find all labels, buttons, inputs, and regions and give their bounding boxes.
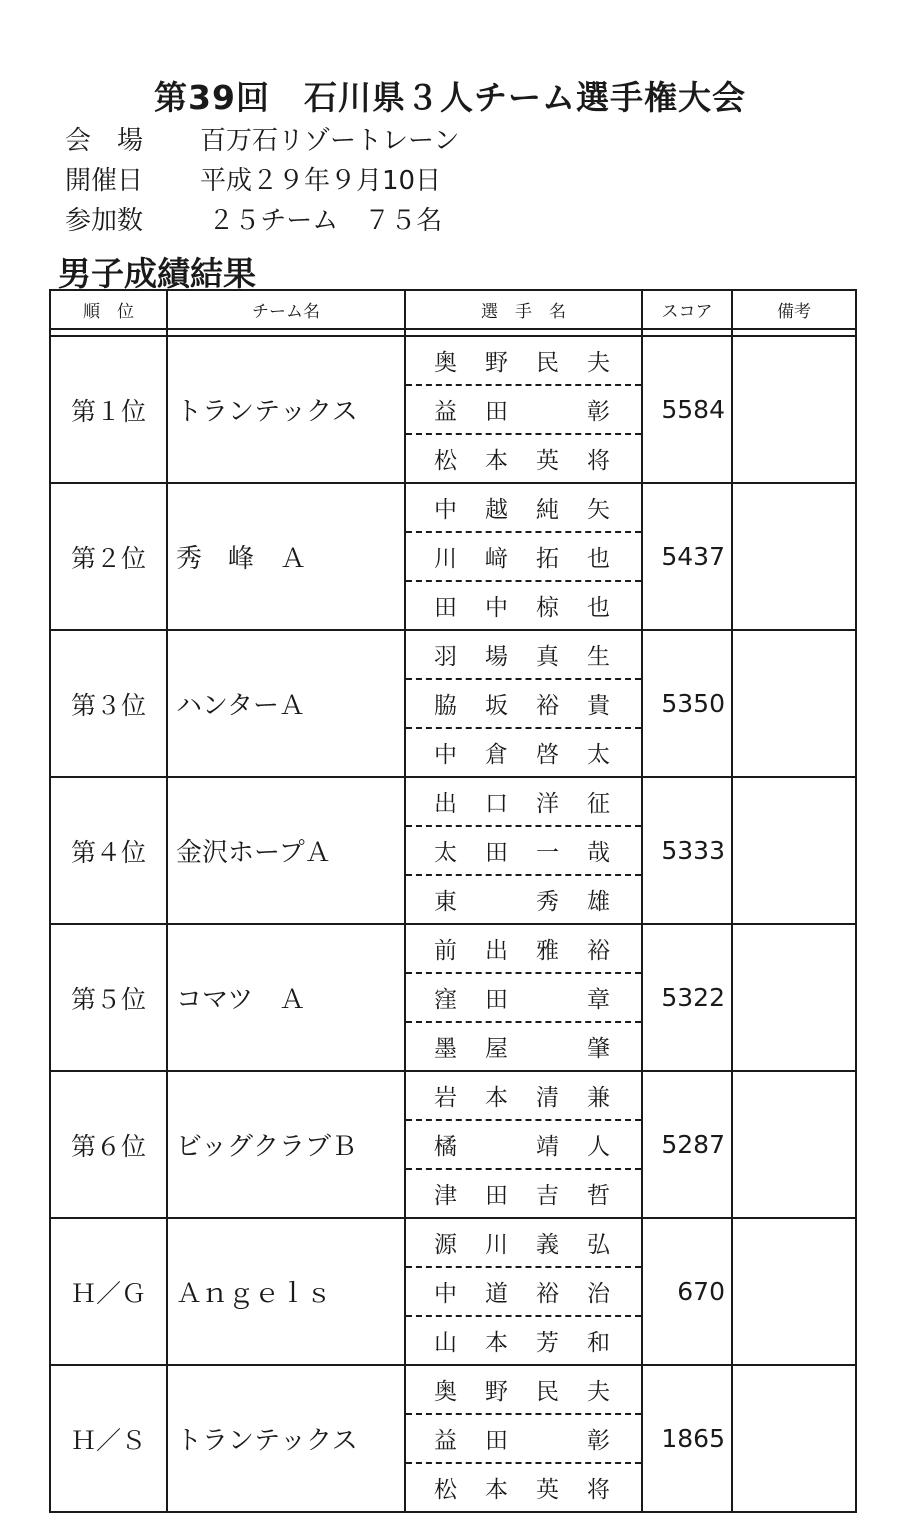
player-name: 津田吉哲 xyxy=(405,1169,642,1218)
header-players: 選 手 名 xyxy=(405,290,642,329)
score-cell: 1865 xyxy=(642,1365,732,1512)
rank-cell: 第６位 xyxy=(50,1071,167,1218)
page-title: 第39回 石川県３人チーム選手権大会 xyxy=(154,78,746,117)
rank-cell: 第１位 xyxy=(50,336,167,483)
score-cell: 5350 xyxy=(642,630,732,777)
table-row xyxy=(50,1218,856,1267)
team-cell: 金沢ホープＡ xyxy=(167,777,405,924)
notes-cell xyxy=(732,1365,856,1512)
rank-cell: Ｈ／Ｇ xyxy=(50,1218,167,1365)
notes-cell xyxy=(732,924,856,1071)
player-name: 岩本清兼 xyxy=(405,1071,642,1120)
venue-line xyxy=(65,120,459,157)
venue-value: 百万石リゾートレーン xyxy=(200,126,460,156)
section-title: 男子成績結果 xyxy=(58,254,256,293)
player-name: 中道裕治 xyxy=(405,1267,642,1316)
player-name: 東 秀雄 xyxy=(405,875,642,924)
header-rank: 順 位 xyxy=(50,290,167,329)
score-cell: 5287 xyxy=(642,1071,732,1218)
table-row xyxy=(50,924,856,973)
header-notes: 備考 xyxy=(732,290,856,329)
player-name: 松本英将 xyxy=(405,1463,642,1512)
player-name: 益田 彰 xyxy=(405,1414,642,1463)
player-name: 前出雅裕 xyxy=(405,924,642,973)
player-name: 田中椋也 xyxy=(405,581,642,630)
header-spacer xyxy=(50,329,856,336)
rank-cell: 第２位 xyxy=(50,483,167,630)
score-cell: 5333 xyxy=(642,777,732,924)
participants-value: ２５チーム ７５名 xyxy=(200,206,443,236)
header-row xyxy=(50,290,856,329)
date-label: 開催日 xyxy=(65,166,144,196)
team-cell: 秀 峰 Ａ xyxy=(167,483,405,630)
rank-cell: 第４位 xyxy=(50,777,167,924)
player-name: 出口洋征 xyxy=(405,777,642,826)
spacer-cell xyxy=(405,329,642,336)
spacer-cell xyxy=(167,329,405,336)
notes-cell xyxy=(732,1071,856,1218)
date-line xyxy=(65,160,441,197)
venue-label: 会 場 xyxy=(65,126,144,156)
table-row xyxy=(50,630,856,679)
date-value: 平成２９年９月10日 xyxy=(200,166,442,196)
table-row xyxy=(50,483,856,532)
notes-cell xyxy=(732,630,856,777)
player-name: 奥野民夫 xyxy=(405,336,642,385)
notes-cell xyxy=(732,483,856,630)
spacer-cell xyxy=(642,329,732,336)
header-score: スコア xyxy=(642,290,732,329)
team-cell: コマツ Ａ xyxy=(167,924,405,1071)
score-cell: 5437 xyxy=(642,483,732,630)
notes-cell xyxy=(732,777,856,924)
participants-line xyxy=(65,200,442,237)
rank-cell: 第５位 xyxy=(50,924,167,1071)
header-team: チーム名 xyxy=(167,290,405,329)
score-cell: 670 xyxy=(642,1218,732,1365)
player-name: 源川義弘 xyxy=(405,1218,642,1267)
spacer-cell xyxy=(732,329,856,336)
player-name: 脇坂裕貴 xyxy=(405,679,642,728)
rank-cell: 第３位 xyxy=(50,630,167,777)
player-name: 羽場真生 xyxy=(405,630,642,679)
team-cell: ビッグクラブＢ xyxy=(167,1071,405,1218)
notes-cell xyxy=(732,336,856,483)
table-row xyxy=(50,777,856,826)
participants-label: 参加数 xyxy=(65,206,144,236)
player-name: 奥野民夫 xyxy=(405,1365,642,1414)
table-row xyxy=(50,336,856,385)
spacer-cell xyxy=(50,329,167,336)
player-name: 川﨑拓也 xyxy=(405,532,642,581)
score-cell: 5322 xyxy=(642,924,732,1071)
table-row xyxy=(50,1071,856,1120)
player-name: 墨屋 肇 xyxy=(405,1022,642,1071)
score-cell: 5584 xyxy=(642,336,732,483)
table-row xyxy=(50,1365,856,1414)
results-table xyxy=(49,289,857,1513)
notes-cell xyxy=(732,1218,856,1365)
team-cell: Ａｎｇｅｌｓ xyxy=(167,1218,405,1365)
team-cell: トランテックス xyxy=(167,1365,405,1512)
player-name: 益田 彰 xyxy=(405,385,642,434)
team-cell: ハンターＡ xyxy=(167,630,405,777)
rank-cell: Ｈ／Ｓ xyxy=(50,1365,167,1512)
player-name: 松本英将 xyxy=(405,434,642,483)
player-name: 太田一哉 xyxy=(405,826,642,875)
player-name: 窪田 章 xyxy=(405,973,642,1022)
player-name: 中倉啓太 xyxy=(405,728,642,777)
player-name: 山本芳和 xyxy=(405,1316,642,1365)
player-name: 橘 靖人 xyxy=(405,1120,642,1169)
team-cell: トランテックス xyxy=(167,336,405,483)
player-name: 中越純矢 xyxy=(405,483,642,532)
